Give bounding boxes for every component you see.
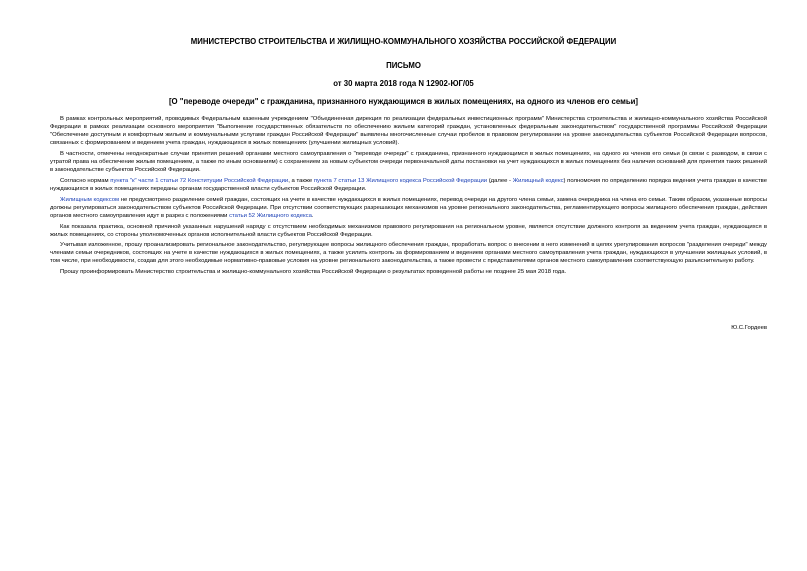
document-type: ПИСЬМО	[386, 61, 421, 70]
paragraph-2: В частности, отмечены неоднократные случаи принятия решений органами местного самоуправления о "переводе очереди" с гражданина, признанного нуждающимся в жилых помещениях, на одного из членов его семьи (в связи с разводом, в связи с утратой права на обеспечение жилым помещением, а также по иным основаниям) с сохранением за новым субъектом очереди первоначальной даты постановки на учет нуждающихся в жилых помещениях без наличия оснований для принятия таких решений в законодательстве субъектов Российской Федерации.	[50, 150, 767, 174]
paragraph-1: В рамках контрольных мероприятий, проводимых Федеральным казенным учреждением "Объединенная дирекция по реализации федеральных инвестиционных программ" Министерства строительства и жилищно-коммунального хозяйства Российской Федерации в рамках реализации основного мероприятия "Выполнение государственных обязательств по обеспечению жильем категорий граждан, установленных федеральным законодательством" государственной программы Российской Федерации "Обеспечение доступным и комфортным жильем и коммунальными услугами граждан Российской Федерации" выявлены многочисленные случаи пробелов в правовом регулировании на уровне законодательства субъектов Российской Федерации вопросов, связанных с формированием и ведением учета граждан, нуждающихся в жилых помещениях (улучшении жилищных условий).	[50, 116, 767, 147]
paragraph-3-text-mid-1: , а также	[288, 177, 314, 184]
document-date-number: от 30 марта 2018 года N 12902-ЮГ/05	[333, 79, 474, 88]
paragraph-7: Прошу проинформировать Министерство строительства и жилищно-коммунального хозяйства Российской Федерации о результатах проведенной работы не позднее 25 мая 2018 года.	[60, 269, 567, 276]
paragraph-4-text-end: .	[311, 212, 314, 219]
paragraph-6: Учитывая изложенное, прошу проанализировать региональное законодательство, регулирующее вопросы жилищного обеспечения граждан, проработать вопрос о внесении в него изменений в целях урегулирования вопросов "разделения очереди" между членами семьи очередников, состоящих на учете в качестве нуждающихся в жилых помещениях, а также усилить контроль за формированием и ведением органами местного самоуправления учета граждан, нуждающихся в улучшении жилищных условий, в том числе, при необходимости, создав для этого необходимые нормативно-правовые условия на уровне регионального законодательства, а также провести с представителями органов местного самоуправления соответствующую разъяснительную работу.	[50, 242, 767, 265]
document-subject: [О "переводе очереди" с гражданина, признанного нуждающимся в жилых помещениях, на одного из членов его семьи]	[168, 97, 639, 106]
paragraph-4-text-mid: не предусмотрено разделение семей граждан, состоящих на учете в качестве нуждающихся в жилых помещениях, перевод очереди на другого члена семьи, замена очередника на члена его семьи. Таким образом, указанные вопросы должны регулироваться законодательством субъектов Российской Федерации. При отсутствии соответствующих разрешающих механизмов на уровне регионального законодательства, регламентирующего вопросы жилищного обеспечения граждан, действия органов местного самоуправления идут в разрез с положениями	[50, 196, 767, 219]
ministry-title: МИНИСТЕРСТВО СТРОИТЕЛЬСТВА И ЖИЛИЩНО-КОММУНАЛЬНОГО ХОЗЯЙСТВА РОССИЙСКОЙ ФЕДЕРАЦИИ	[190, 37, 617, 46]
paragraph-5: Как показала практика, основной причиной указанных нарушений наряду с отсутствием необходимых механизмов правового регулирования на региональном уровне, является отсутствие должного контроля за ведением учета граждан, нуждающихся в жилых помещениях, со стороны уполномоченных органов исполнительной власти субъектов Российской Федерации.	[50, 223, 767, 238]
link-housing-code-2[interactable]: Жилищным кодексом	[60, 196, 120, 203]
paragraph-3-text-start: Согласно нормам	[60, 177, 111, 184]
document-body	[50, 115, 767, 279]
link-housing-code-article-13[interactable]: пункта 7 статьи 13 Жилищного кодекса Российской Федерации	[313, 177, 488, 184]
paragraph-3-text-end: ) полномочия по определению порядка ведения учета граждан в качестве нуждающихся в жилых помещениях переданы органам государственной власти субъектов Российской Федерации.	[50, 177, 768, 192]
paragraph-3-text-mid-2: (далее -	[487, 177, 513, 184]
link-constitution-article-72[interactable]: пункта "к" части 1 статьи 72 Конституции Российской Федерации	[110, 177, 289, 184]
link-housing-code[interactable]: Жилищный кодекс	[512, 177, 564, 184]
paragraph-3	[50, 177, 767, 193]
signature: Ю.С.Гордеев	[731, 325, 767, 331]
paragraph-4	[50, 196, 767, 220]
link-housing-code-article-52[interactable]: статьи 52 Жилищного кодекса	[229, 212, 312, 219]
